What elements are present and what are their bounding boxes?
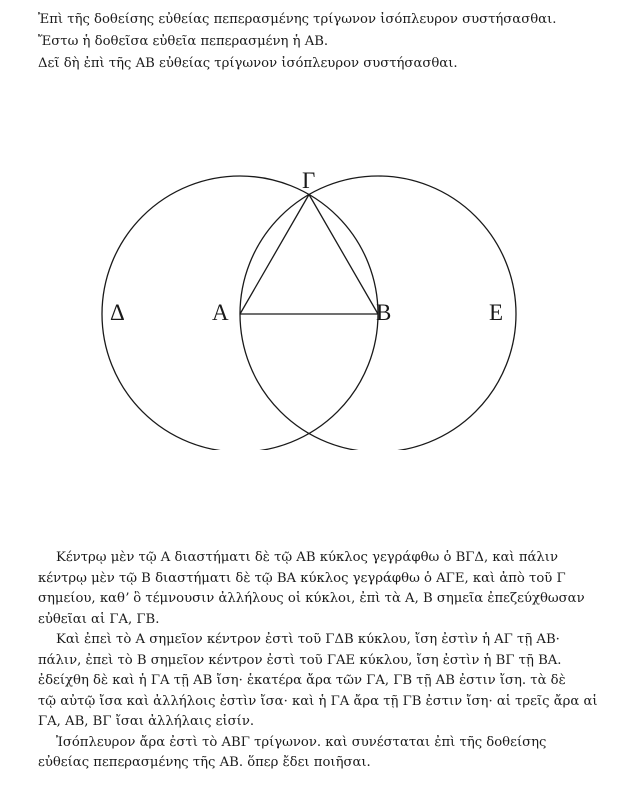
proof-line: ΓΑ, ΑΒ, ΒΓ ἴσαι ἀλλήλαις εἰσίν. — [38, 714, 255, 729]
proof-line: πάλιν, ἐπεὶ τὸ Β σημεῖον κέντρον ἐστὶ τοῦ ΓΑΕ κύκλου, ἴση ἐστὶν ἡ ΒΓ τῇ ΒΑ. — [38, 652, 562, 668]
label-g: Γ — [302, 168, 316, 193]
proof-line: εὐθείας πεπερασμένης τῆς ΑΒ. ὅπερ ἔδει ποιῆσαι. — [38, 755, 371, 770]
statement-line: Ἐπὶ τῆς δοθείσης εὐθείας πεπερασμένης τρίγωνον ἰσόπλευρον συστήσασθαι. — [38, 12, 557, 27]
proof-line: Ἰσόπλευρον ἄρα ἐστὶ τὸ ΑΒΓ τρίγωνον. καὶ συνέσταται ἐπὶ τῆς δοθείσης — [56, 734, 547, 750]
proof-line: τῷ αὐτῷ ἴσα καὶ ἀλλήλοις ἐστὶν ἴσα· καὶ ἡ ΓΑ ἄρα τῇ ΓΒ ἐστιν ἴση· αἱ τρεῖς ἄρα αἱ — [38, 693, 598, 709]
proof-text — [38, 548, 610, 774]
proof-line: σημείου, καθʼ ὃ τέμνουσιν ἀλλήλους οἱ κύκλοι, ἐπὶ τὰ Α, Β σημεῖα ἐπεζεύχθωσαν — [38, 591, 585, 606]
proof-line: εὐθεῖαι αἱ ΓΑ, ΓΒ. — [38, 611, 160, 627]
label-a: Α — [212, 300, 229, 325]
label-b: Β — [376, 300, 392, 325]
geometric-figure — [0, 150, 622, 450]
proof-line: ἐδείχθη δὲ καὶ ἡ ΓΑ τῇ ΑΒ ἴση· ἑκατέρα ἄρα τῶν ΓΑ, ΓΒ τῇ ΑΒ ἐστιν ἴση. τὰ δὲ — [38, 673, 566, 688]
proof-line: κέντρῳ μὲν τῷ Β διαστήματι δὲ τῷ ΒΑ κύκλος γεγράφθω ὁ ΑΓΕ, καὶ ἀπὸ τοῦ Γ — [38, 570, 566, 586]
label-d: Δ — [110, 300, 125, 325]
proof-line: Καὶ ἐπεὶ τὸ Α σημεῖον κέντρον ἐστὶ τοῦ ΓΔΒ κύκλου, ἴση ἐστὶν ἡ ΑΓ τῇ ΑΒ· — [56, 632, 560, 647]
proposition-statement — [38, 9, 618, 75]
statement-line: Ἔστω ἡ δοθεῖσα εὐθεῖα πεπερασμένη ἡ ΑΒ. — [38, 34, 329, 49]
segment-ga — [240, 195, 309, 315]
proof-line: Κέντρῳ μὲν τῷ Α διαστήματι δὲ τῷ ΑΒ κύκλος γεγράφθω ὁ ΒΓΔ, καὶ πάλιν — [56, 550, 558, 565]
label-e: Ε — [489, 300, 504, 325]
segment-gb — [309, 195, 378, 315]
statement-line: Δεῖ δὴ ἐπὶ τῆς ΑΒ εὐθείας τρίγωνον ἰσόπλευρον συστήσασθαι. — [38, 56, 458, 71]
